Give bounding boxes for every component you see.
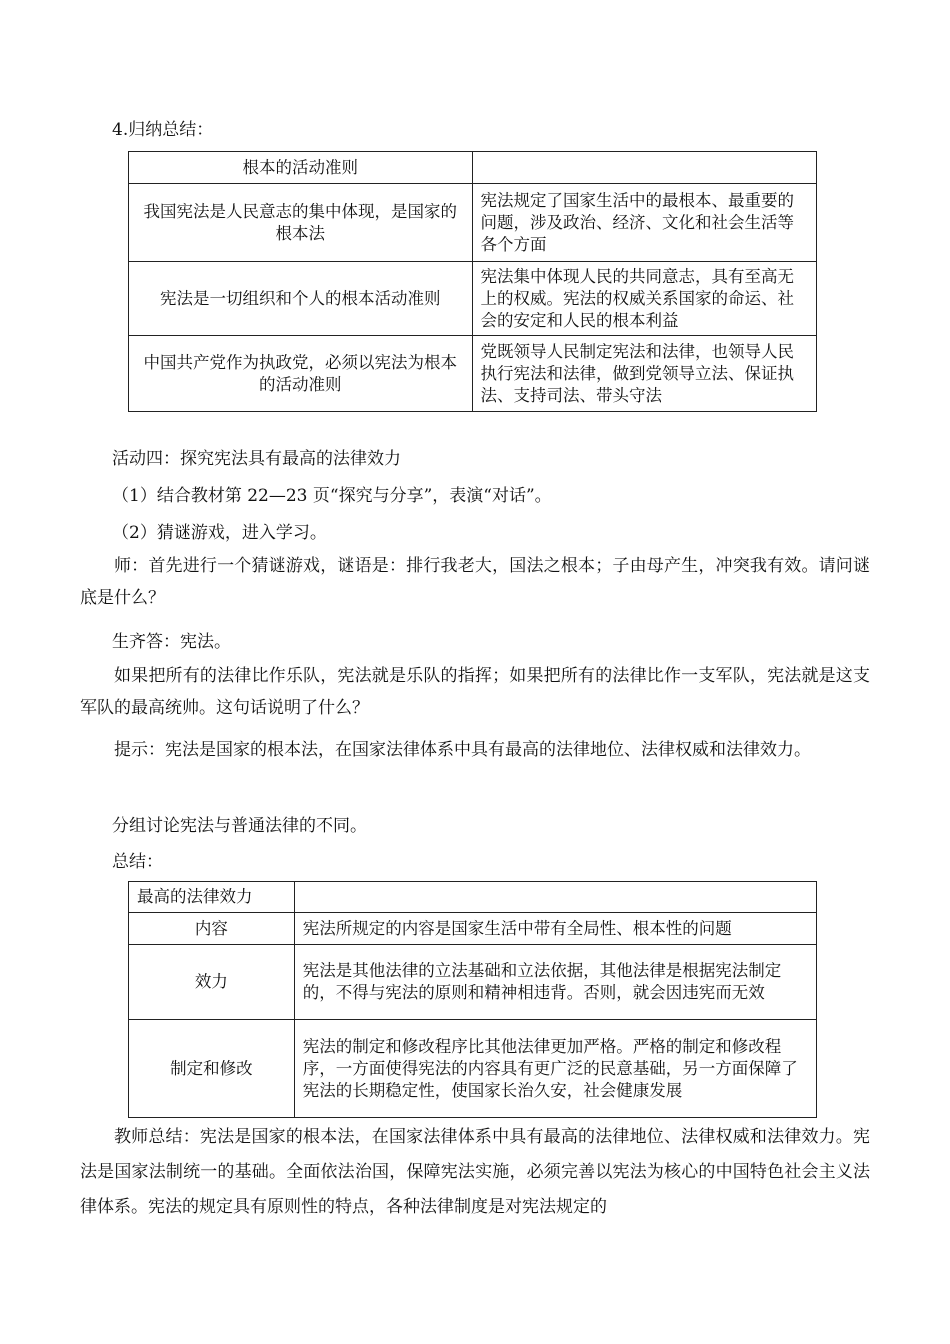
table-row xyxy=(129,184,817,262)
paragraph: 如果把所有的法律比作乐队，宪法就是乐队的指挥；如果把所有的法律比作一支军队，宪法就是这支军队的最高统帅。这句话说明了什么？ xyxy=(80,666,870,718)
table-row xyxy=(129,945,817,1020)
summary-table-2 xyxy=(128,881,817,1118)
table-cell: 内容 xyxy=(129,913,295,945)
table-header-cell: 根本的活动准则 xyxy=(129,152,473,184)
table-cell: 宪法是其他法律的立法基础和立法依据，其他法律是根据宪法制定的，不得与宪法的原则和精神相违背。否则，就会因违宪而无效 xyxy=(294,945,816,1020)
table-cell: 宪法所规定的内容是国家生活中带有全局性、根本性的问题 xyxy=(294,913,816,945)
activity-step: （2）猜谜游戏，进入学习。 xyxy=(112,523,327,543)
activity-title: 活动四：探究宪法具有最高的法律效力 xyxy=(112,449,401,469)
table-row xyxy=(129,336,817,412)
table-cell: 宪法是一切组织和个人的根本活动准则 xyxy=(129,262,473,336)
table-row xyxy=(129,1020,817,1118)
table-cell: 中国共产党作为执政党，必须以宪法为根本的活动准则 xyxy=(129,336,473,412)
paragraph: 提示：宪法是国家的根本法，在国家法律体系中具有最高的法律地位、法律权威和法律效力。 xyxy=(114,740,811,760)
table-row xyxy=(129,913,817,945)
table-row xyxy=(129,152,817,184)
table-row xyxy=(129,882,817,913)
paragraph: 师：首先进行一个猜谜游戏，谜语是：排行我老大，国法之根本；子由母产生，冲突我有效。请问谜底是什么？ xyxy=(80,556,870,608)
table-cell: 宪法规定了国家生活中的最根本、最重要的问题，涉及政治、经济、文化和社会生活等各个方面 xyxy=(472,184,817,262)
paragraph: 生齐答：宪法。 xyxy=(112,632,231,652)
table-cell: 制定和修改 xyxy=(129,1020,295,1118)
teacher-summary: 教师总结：宪法是国家的根本法，在国家法律体系中具有最高的法律地位、法律权威和法律效力。宪法是国家法制统一的基础。全面依法治国，保障宪法实施，必须完善以宪法为核心的中国特色社会主义法律体系。宪法的规定具有原则性的特点，各种法律制度是对宪法规定的 xyxy=(80,1127,870,1217)
table-cell: 党既领导人民制定宪法和法律，也领导人民执行宪法和法律，做到党领导立法、保证执法、支持司法、带头守法 xyxy=(472,336,817,412)
table-header-cell xyxy=(294,882,816,913)
table-header-cell: 最高的法律效力 xyxy=(129,882,295,913)
summary-table-1 xyxy=(128,151,817,412)
table-cell: 宪法的制定和修改程序比其他法律更加严格。严格的制定和修改程序，一方面使得宪法的内容具有更广泛的民意基础，另一方面保障了宪法的长期稳定性，使国家长治久安，社会健康发展 xyxy=(294,1020,816,1118)
table-cell: 效力 xyxy=(129,945,295,1020)
table-cell: 我国宪法是人民意志的集中体现，是国家的根本法 xyxy=(129,184,473,262)
table-header-cell xyxy=(472,152,817,184)
table-cell: 宪法集中体现人民的共同意志，具有至高无上的权威。宪法的权威关系国家的命运、社会的安定和人民的根本利益 xyxy=(472,262,817,336)
section-heading: 4.归纳总结： xyxy=(112,120,214,140)
activity-step: （1）结合教材第 22—23 页“探究与分享”，表演“对话”。 xyxy=(112,486,552,506)
summary-label: 总结： xyxy=(112,852,163,872)
table-row xyxy=(129,262,817,336)
paragraph: 分组讨论宪法与普通法律的不同。 xyxy=(112,816,367,836)
